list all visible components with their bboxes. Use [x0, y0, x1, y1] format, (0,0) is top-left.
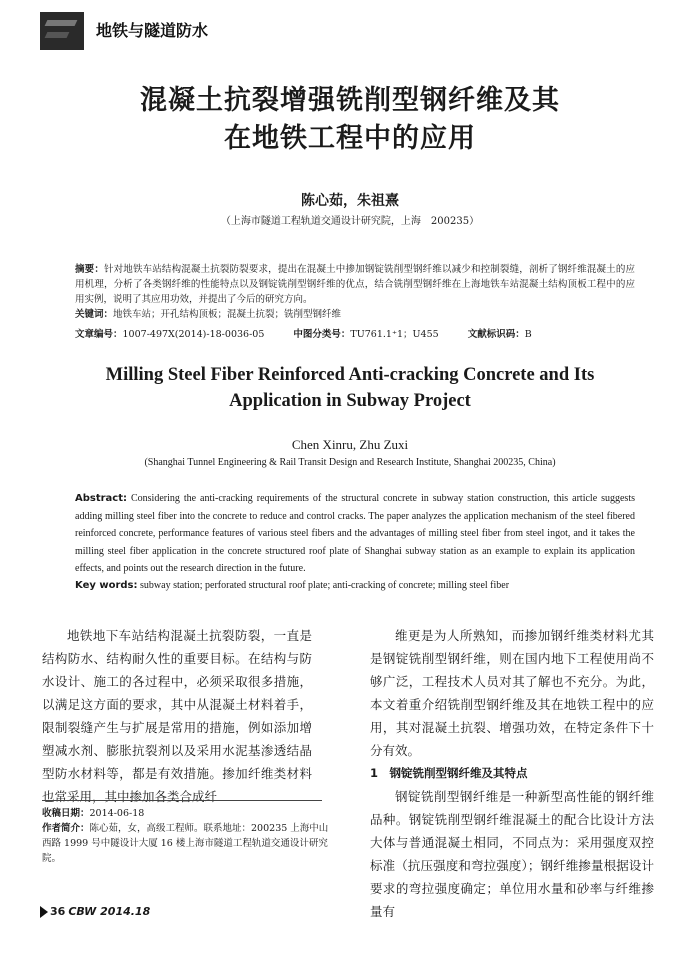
keywords-chinese-text: 地铁车站；开孔结构顶板；混凝土抗裂；铣削型钢纤维 [113, 309, 342, 320]
abstract-english-text: Considering the anti-cracking requirements of the structural concrete in subway station construction, this article suggests adding milling steel fiber into the concrete to reduce and control cracks. The paper analyzes the application mechanism of the steel fibered reinforced concrete, performance features of various steel fibers and the advantages of milling steel fiber from steel ingot, and it takes the milling steel fiber application in the concrete structured roof plate of Shanghai subway station as an example to explain its application effects, and points out the research direction in the future. [75, 493, 635, 574]
footnote [42, 806, 332, 866]
keywords-chinese [75, 307, 635, 322]
page-arrow-icon [40, 906, 48, 918]
affiliation-english: (Shanghai Tunnel Engineering & Rail Transit Design and Research Institute, Shanghai 200235, China) [144, 457, 556, 468]
body-paragraph: 维更是为人所熟知，而掺加钢纤维类材料尤其是钢锭铣削型钢纤维，则在国内地下工程使用尚不够广泛，工程技术人员对其了解也不充分。为此，本文着重介绍铣削型钢纤维及其在地铁工程中的应用，其对混凝土抗裂、增强功效，在特定条件下十分有效。 [370, 628, 654, 758]
title-chinese-line-2: 在地铁工程中的应用 [224, 123, 476, 154]
keywords-chinese-label: 关键词： [75, 309, 114, 320]
abstract-english-label: Abstract: [75, 493, 128, 504]
title-chinese-line-1: 混凝土抗裂增强铣削型钢纤维及其 [140, 85, 560, 116]
affiliation-chinese: （上海市隧道工程轨道交通设计研究院，上海 200235） [220, 216, 480, 227]
authors-chinese: 陈心茹，朱祖熹 [301, 193, 399, 209]
doc-code: B [524, 329, 532, 340]
section-label: 地铁与隧道防水 [96, 21, 209, 40]
footnote-divider [42, 800, 322, 801]
abstract-chinese-text: 针对地铁车站结构混凝土抗裂防裂要求，提出在混凝土中掺加钢锭铣削型钢纤维以减少和控制裂缝，剖析了钢纤维混凝土的应用机理，分析了各类钢纤维的性能特点以及钢锭铣削型钢纤维的优点，结合铣削型钢纤维在上海地铁车站混凝土结构顶板工程中的应用实例，说明了其应用功效，并提出了今后的研究方向。 [75, 264, 635, 305]
keywords-english-label: Key words: [75, 580, 138, 591]
body-paragraph: 钢锭铣削型钢纤维是一种新型高性能的钢纤维品种。钢锭铣削型钢纤维混凝土的配合比设计方法大体与普通混凝土相同，不同点为：采用强度双控标准（抗压强度和弯拉强度）；钢纤维掺量根据设计要求的弯拉强度确定；单位用水量和砂率与纤维掺量有 [370, 789, 654, 919]
keywords-english-text: subway station; perforated structural roof plate; anti-cracking of concrete; milling steel fiber [137, 580, 510, 591]
page-footer [40, 905, 150, 918]
section-logo-icon [40, 12, 84, 50]
abstract-chinese [75, 262, 635, 322]
doc-code-label: 文献标识码： [467, 329, 525, 340]
authors-english: Chen Xinru, Zhu Zuxi [291, 437, 409, 452]
title-chinese [0, 82, 700, 158]
clc-number: TU761.1⁺1；U455 [350, 329, 439, 340]
title-english [0, 362, 700, 414]
abstract-english [75, 490, 635, 578]
keywords-english [75, 580, 635, 591]
title-english-line-2: Application in Subway Project [229, 391, 471, 411]
received-label: 收稿日期： [42, 808, 90, 819]
title-english-line-1: Milling Steel Fiber Reinforced Anti-cracking Concrete and Its [105, 365, 595, 385]
clc-label: 中图分类号： [293, 329, 351, 340]
page-number: 36 [50, 905, 66, 918]
abstract-chinese-label: 摘要： [75, 264, 104, 275]
received-date: 2014-06-18 [89, 808, 145, 819]
body-column-left [42, 624, 312, 808]
article-no: 1007-497X(2014)-18-0036-05 [122, 329, 265, 340]
article-no-label: 文章编号： [75, 329, 123, 340]
journal-issue: CBW 2014.18 [68, 905, 151, 918]
author-bio: 陈心茹，女，高级工程师。联系地址：200235 上海中山西路 1999 号中隧设计大厦 16 楼上海市隧道工程轨道交通设计研究院。 [42, 823, 329, 864]
body-column-right [370, 624, 654, 923]
body-paragraph: 地铁地下车站结构混凝土抗裂防裂，一直是结构防水、结构耐久性的重要目标。在结构与防水设计、施工的各过程中，必须采取很多措施，以满足这方面的要求，其中从混凝土材料着手，限制裂缝产生与扩展是常用的措施，例如添加增塑减水剂、膨胀抗裂剂以及采用水泥基渗透结晶型防水材料等，都是有效措施。掺加纤维类材料也常采用，其中掺加各类合成纤 [42, 628, 312, 804]
author-bio-label: 作者简介： [42, 823, 90, 834]
article-metadata [75, 326, 635, 340]
section-1-heading: 1 钢锭铣削型钢纤维及其特点 [370, 766, 528, 780]
